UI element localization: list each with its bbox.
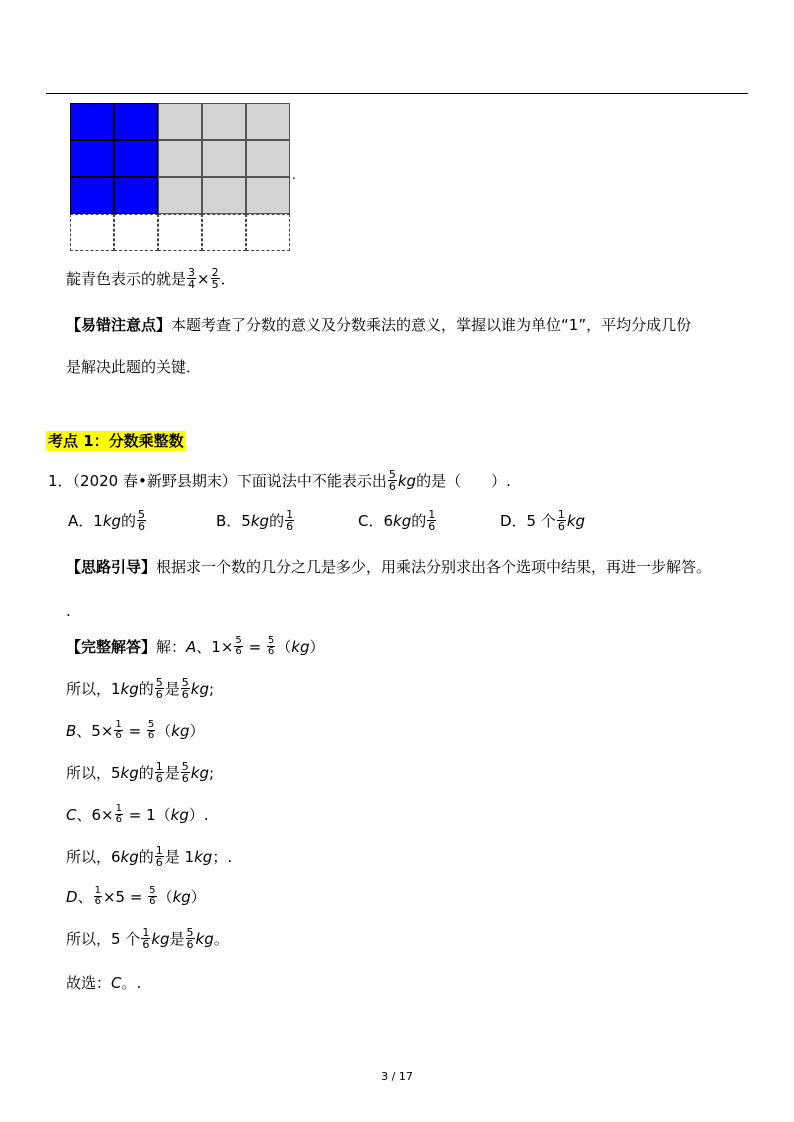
question-stem: 1．（2020 春•新野县期末）下面说法中不能表示出 $\frac{5}{6}$ kg的是（ ）.	[48, 468, 511, 493]
solution-conclusion-a: 所以，1kg的 $\frac{5}{6}$ 是 $\frac{5}{6}$ kg;	[66, 676, 215, 701]
note-line-2: 是解决此题的关键．	[66, 358, 202, 376]
grid-cell	[114, 177, 158, 214]
option-b[interactable]: B．5kg的 $\frac{1}{6}$	[216, 508, 294, 533]
grid-cell	[114, 140, 158, 177]
section-title: 考点 1：分数乘整数	[48, 432, 184, 450]
solution-line-d: D、 $\frac{1}{6}$ ×5 = $\frac{5}{6}$ （kg）	[66, 885, 206, 907]
grid-cell	[246, 140, 290, 177]
grid-cell	[70, 177, 114, 214]
header-rule	[46, 93, 748, 94]
solution-tag: 【完整解答】	[66, 638, 157, 656]
grid-cell	[202, 214, 246, 251]
grid-cell	[158, 103, 202, 140]
page-number: 3 / 17	[381, 1070, 413, 1083]
note-line-1: 【易错注意点】本题考查了分数的意义及分数乘法的意义，掌握以谁为单位“1”，平均分成几份	[66, 316, 692, 334]
grid-cell	[246, 103, 290, 140]
solution-conclusion-c: 所以，6kg的 $\frac{1}{6}$ 是 1kg；.	[66, 844, 233, 869]
grid-cell	[158, 177, 202, 214]
grid-cell	[246, 177, 290, 214]
grid-cell	[114, 103, 158, 140]
note-tag: 【易错注意点】	[66, 316, 172, 334]
caption-text: 靛青色表示的就是	[66, 270, 187, 288]
grid-cell	[70, 103, 114, 140]
solution-conclusion-b: 所以，5kg的 $\frac{1}{6}$ 是 $\frac{5}{6}$ kg;	[66, 760, 215, 785]
grid-cell	[202, 103, 246, 140]
hint-line: 【思路引导】根据求一个数的几分之几是多少，用乘法分别求出各个选项中结果，再进一步解答。	[66, 558, 712, 576]
fraction-grid-diagram	[70, 103, 290, 251]
grid-cell	[202, 140, 246, 177]
hint-tag: 【思路引导】	[66, 558, 157, 576]
grid-cell	[158, 214, 202, 251]
option-c[interactable]: C．6kg的 $\frac{1}{6}$	[358, 508, 436, 533]
fraction-2-5: $\frac{2}{5}$	[211, 266, 219, 291]
solution-line-c: C、6× $\frac{1}{6}$ = 1（kg）.	[66, 803, 209, 825]
hint-dot: .	[66, 602, 71, 620]
solution-line-a: 【完整解答】解：A、1× $\frac{5}{6}$ = $\frac{5}{6}$ （kg）	[66, 635, 325, 657]
solution-line-b: B、5× $\frac{1}{6}$ = $\frac{5}{6}$ （kg）	[66, 719, 205, 741]
option-a[interactable]: A．1kg的 $\frac{5}{6}$	[68, 508, 146, 533]
fraction-3-4: $\frac{3}{4}$	[188, 266, 196, 291]
fraction-5-6: $\frac{5}{6}$	[388, 468, 396, 493]
final-answer: 故选：C。.	[66, 974, 142, 992]
grid-cell	[158, 140, 202, 177]
grid-cell	[246, 214, 290, 251]
grid-cell	[202, 177, 246, 214]
grid-dot: .	[292, 168, 296, 182]
grid-cell	[70, 140, 114, 177]
grid-cell	[114, 214, 158, 251]
grid-cell	[70, 214, 114, 251]
option-d[interactable]: D．5 个 $\frac{1}{6}$ kg	[500, 508, 586, 533]
times-sign: ×	[197, 270, 210, 288]
solution-conclusion-d: 所以，5 个 $\frac{1}{6}$ kg是 $\frac{5}{6}$ kg。	[66, 926, 229, 951]
caption-line: 靛青色表示的就是 $\frac{3}{4}$ × $\frac{2}{5}$ ．	[66, 266, 236, 291]
